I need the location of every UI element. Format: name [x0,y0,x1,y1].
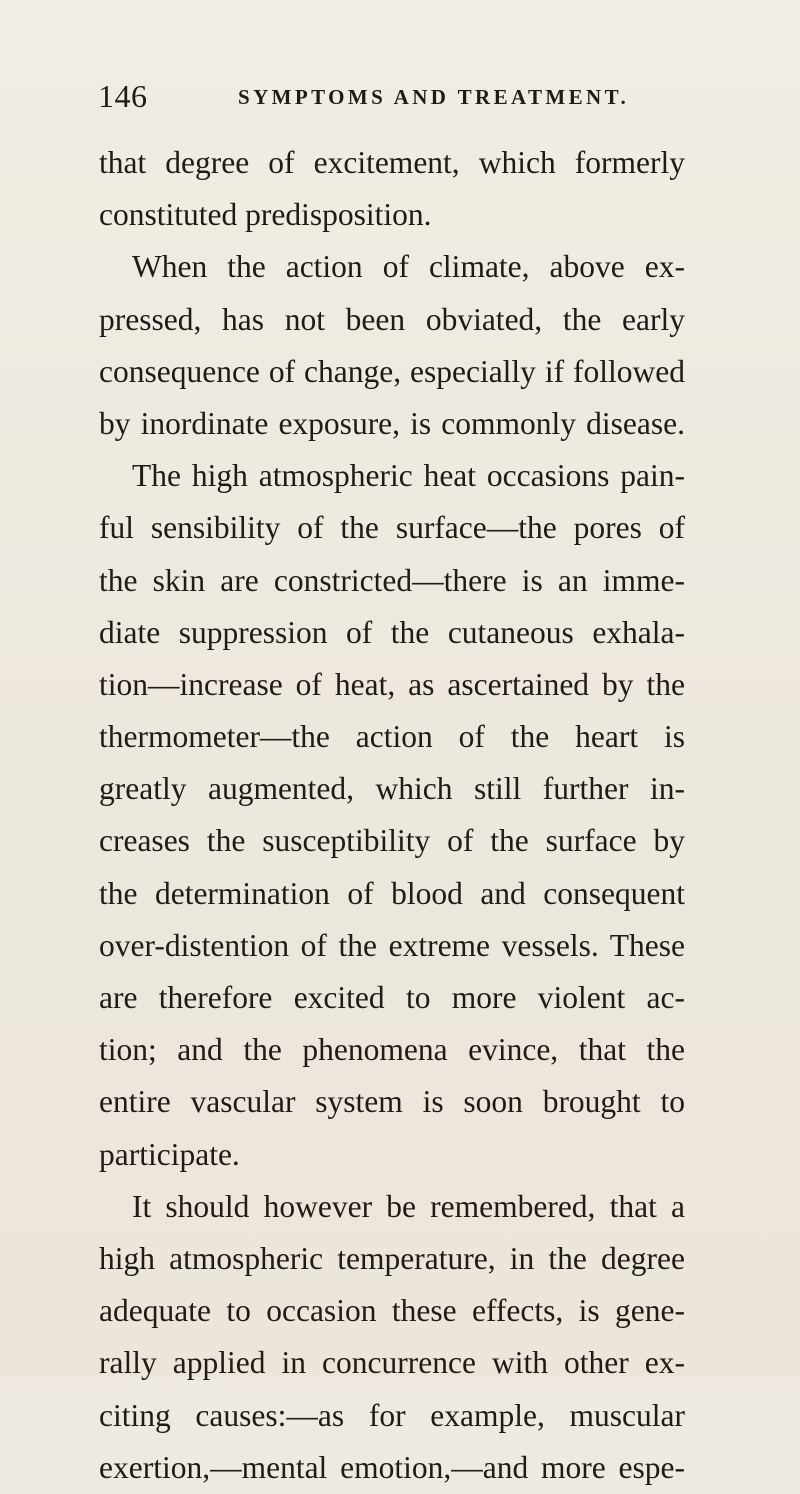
text-line: thermometer—the action of the heart is [99,719,685,755]
text-line: greatly augmented, which still further in- [99,771,685,807]
text-line: participate. [99,1136,240,1172]
text-line: tion; and the phenomena evince, that the [99,1032,685,1068]
running-head [98,76,658,116]
text-line: the determination of blood and consequent [99,875,685,911]
running-title: SYMPTOMS AND TREATMENT. [238,85,630,109]
text-line: that degree of excitement, which formerly [99,145,685,180]
text-line: ful sensibility of the surface—the pores of [99,510,685,546]
text-line: pressed, has not been obviated, the early [99,301,685,337]
text-line: the skin are constricted—there is an imme- [99,562,685,598]
text-line: When the action of climate, above ex- [132,249,685,285]
text-line: by inordinate exposure, is commonly disease. [99,405,685,441]
text-line: The high atmospheric heat occasions pain- [132,458,685,494]
text-line: constituted predisposition. [99,197,432,233]
text-line: entire vascular system is soon brought to [99,1084,685,1120]
page-number: 146 [98,78,148,114]
text-line: over-distention of the extreme vessels. These [99,927,685,963]
text-line: tion—increase of heat, as ascertained by the [99,666,685,702]
text-line: high atmospheric temperature, in the degree [99,1240,685,1276]
text-line: adequate to occasion these effects, is gene- [99,1293,685,1329]
text-line: rally applied in concurrence with other ex- [99,1345,685,1381]
text-line: It should however be remembered, that a [132,1188,685,1224]
text-line: are therefore excited to more violent ac- [99,980,685,1015]
text-line: exertion,—mental emotion,—and more espe- [99,1449,685,1485]
text-line: consequence of change, especially if followed [99,353,685,389]
text-line: diate suppression of the cutaneous exhala- [99,614,685,650]
body-text [99,137,685,1494]
text-line: creases the susceptibility of the surface by [99,823,685,859]
text-line: citing causes:—as for example, muscular [99,1397,685,1433]
